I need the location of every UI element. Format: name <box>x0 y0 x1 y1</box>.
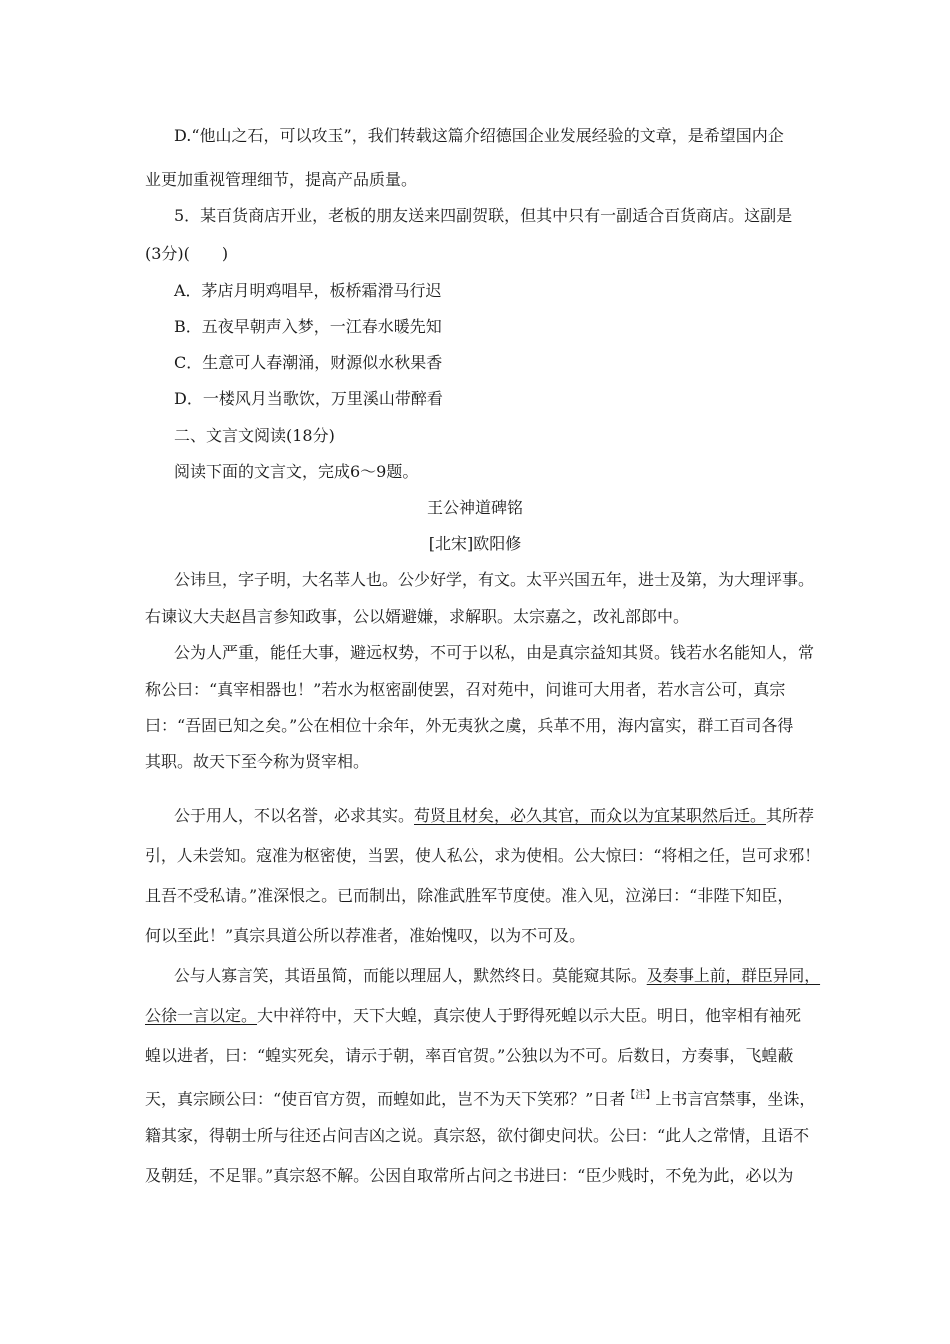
footnote-marker: 【注】 <box>625 1090 656 1101</box>
paragraph-4-line: 籍其家，得朝士所与往还占问吉凶之说。真宗怒，欲付御史问状。公曰：“此人之常情，且语不 <box>145 1126 810 1145</box>
text-span: 大中祥符中，天下大蝗，真宗使人于野得死蝗以示大臣。明日，他宰相有袖死 <box>257 1006 802 1025</box>
question-5-points: (3分)( ) <box>145 244 229 263</box>
paragraph-4-line <box>145 1006 801 1026</box>
paragraph-1-line: 公讳旦，字子明，大名莘人也。公少好学，有文。太平兴国五年，进士及第，为大理评事。 <box>174 570 815 589</box>
option-d: D．一楼风月当歌饮，万里溪山带醉看 <box>174 389 443 408</box>
text-line: 业更加重视管理细节，提高产品质量。 <box>145 170 418 189</box>
text-span: 公于用人，不以名誉，必求其实。 <box>174 806 415 825</box>
paragraph-3-line: 何以至此！”真宗具道公所以荐准者，准始愧叹，以为不可及。 <box>145 926 586 945</box>
text-span: 上书言宫禁事，坐诛， <box>655 1089 816 1109</box>
underlined-sentence: 苟贤且材矣，必久其官，而众以为宜某职然后迁。 <box>414 806 767 825</box>
paragraph-3-line: 引，人未尝知。寇准为枢密使，当罢，使人私公，求为使相。公大惊曰：“将相之任，岂可求邪！ <box>145 846 821 865</box>
paragraph-2-line: 称公曰：“真宰相器也！”若水为枢密副使罢，召对苑中，问谁可大用者，若水言公可，真宗 <box>145 680 786 699</box>
text-span: 其所荐 <box>766 806 815 825</box>
paragraph-2-line: 公为人严重，能任大事，避远权势，不可于以私，由是真宗益知其贤。钱若水名能知人，常 <box>174 643 815 662</box>
passage-author: [北宋]欧阳修 <box>428 534 522 553</box>
underlined-sentence: 及奏事上前，群臣异同， <box>646 966 821 985</box>
paragraph-2-line: 其职。故天下至今称为贤宰相。 <box>145 752 370 771</box>
text-line: D.“他山之石，可以攻玉”，我们转载这篇介绍德国企业发展经验的文章，是希望国内企 <box>174 126 784 145</box>
option-a: A．茅店月明鸡唱早，板桥霜滑马行迟 <box>174 281 442 300</box>
paragraph-3-line <box>174 806 814 826</box>
paragraph-4-line <box>145 1086 815 1109</box>
text-span: 天，真宗顾公曰：“使百官方贺，而蝗如此，岂不为天下笑邪？”日者 <box>145 1089 626 1109</box>
option-c: C．生意可人春潮涌，财源似水秋果香 <box>174 353 443 372</box>
paragraph-1-line: 右谏议大夫赵昌言参知政事，公以婿避嫌，求解职。太宗嘉之，改礼部郎中。 <box>145 607 690 626</box>
paragraph-4-line <box>174 966 820 986</box>
paragraph-3-line: 且吾不受私请。”准深恨之。已而制出，除准武胜军节度使。准入见，泣涕曰：“非陛下知臣， <box>145 886 794 905</box>
paragraph-4-line: 蝗以进者，曰：“蝗实死矣，请示于朝，率百官贺。”公独以为不可。后数日，方奏事，飞蝗蔽 <box>145 1046 794 1065</box>
section-heading: 二、文言文阅读(18分) <box>174 426 335 445</box>
question-5-stem: 5．某百货商店开业，老板的朋友送来四副贺联，但其中只有一副适合百货商店。这副是 <box>174 206 793 225</box>
underlined-sentence: 公徐一言以定。 <box>145 1006 258 1025</box>
option-b: B．五夜早朝声入梦，一江春水暖先知 <box>174 317 442 336</box>
passage-title: 王公神道碑铭 <box>426 498 523 517</box>
paragraph-4-line: 及朝廷，不足罪。”真宗怒不解。公因自取常所占问之书进曰：“臣少贱时，不免为此，必以为 <box>145 1166 794 1185</box>
paragraph-2-line: 曰：“吾固已知之矣。”公在相位十余年，外无夷狄之虞，兵革不用，海内富实，群工百司各得 <box>145 716 794 735</box>
instruction: 阅读下面的文言文，完成6～9题。 <box>174 462 419 481</box>
text-span: 公与人寡言笑，其语虽简，而能以理屈人，默然终日。莫能窥其际。 <box>174 966 647 985</box>
